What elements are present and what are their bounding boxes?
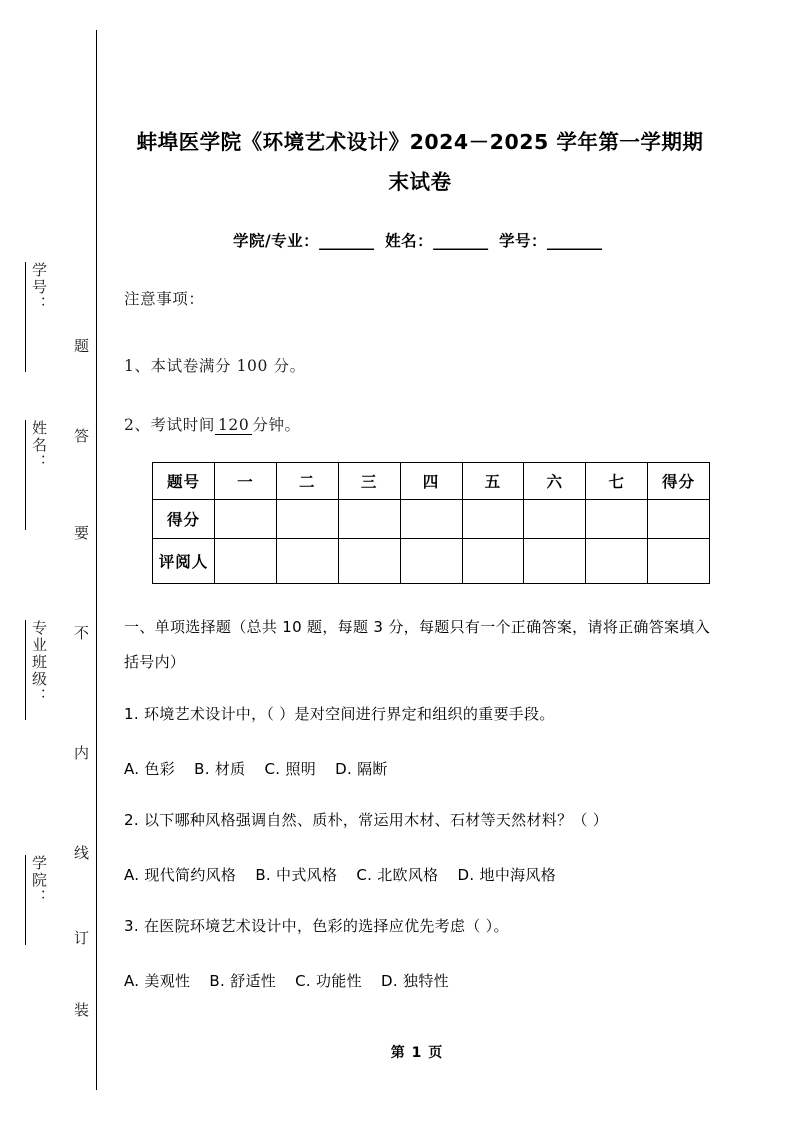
margin-label-text: 学院： [30, 855, 48, 906]
student-info-fields [124, 229, 710, 253]
score-cell[interactable] [215, 500, 277, 539]
duration-suffix: 分钟。 [252, 416, 301, 434]
name-field [385, 231, 487, 250]
option-c[interactable]: C. 功能性 [295, 972, 362, 990]
duration-prefix: 2、考试时间 [124, 416, 215, 434]
score-cell[interactable] [400, 500, 462, 539]
question-item [124, 702, 710, 781]
margin-label-text: 专业班级： [30, 620, 48, 705]
score-table-header-cell: 题号 [153, 463, 215, 500]
score-table [152, 462, 710, 584]
option-d[interactable]: D. 独特性 [381, 972, 449, 990]
option-d[interactable]: D. 地中海风格 [457, 866, 557, 884]
option-a[interactable]: A. 现代简约风格 [124, 866, 237, 884]
seal-line-char: 答 [72, 428, 90, 443]
question-item [124, 808, 710, 887]
question-options [124, 969, 710, 993]
section-heading-multiple-choice: 一、单项选择题（总共 10 题，每题 3 分，每题只有一个正确答案，请将正确答案填入括号内） [124, 618, 710, 671]
score-table-header-cell: 三 [338, 463, 400, 500]
question-stem: 3. 在医院环境艺术设计中，色彩的选择应优先考虑（ ）。 [124, 917, 509, 935]
question-stem: 2. 以下哪种风格强调自然、质朴，常运用木材、石材等天然材料？（ ） [124, 811, 609, 829]
binding-margin [0, 0, 110, 1122]
seal-line-char: 要 [72, 525, 90, 540]
option-b[interactable]: B. 中式风格 [255, 866, 338, 884]
notice-item-duration [124, 412, 710, 438]
college-major-field [233, 231, 373, 250]
duration-value: 120 [215, 416, 252, 435]
table-row-header [153, 463, 710, 500]
margin-label-text: 姓名： [30, 420, 48, 471]
seal-line-char: 内 [72, 745, 90, 760]
notice-heading: 注意事项： [124, 290, 205, 308]
marker-cell[interactable] [215, 539, 277, 584]
option-c[interactable]: C. 北欧风格 [356, 866, 439, 884]
option-d[interactable]: D. 隔断 [335, 760, 388, 778]
margin-label-student-id [26, 262, 52, 372]
score-table-header-cell: 一 [215, 463, 277, 500]
margin-label-class [26, 620, 52, 720]
marker-cell[interactable] [400, 539, 462, 584]
margin-label-name [26, 420, 52, 530]
margin-label-college [26, 855, 52, 945]
college-major-label: 学院/专业： [232, 231, 320, 250]
question-options [124, 757, 710, 781]
seal-line-char: 题 [72, 338, 90, 353]
seal-line-char: 订 [72, 930, 90, 945]
score-table-header-cell: 二 [276, 463, 338, 500]
option-b[interactable]: B. 舒适性 [209, 972, 277, 990]
seal-line-char: 线 [72, 845, 90, 860]
seal-line-char: 不 [72, 625, 90, 640]
question-item [124, 914, 710, 993]
exam-page-body [124, 0, 710, 1122]
name-blank[interactable]: ________ [433, 231, 488, 250]
marker-cell[interactable] [586, 539, 648, 584]
score-cell[interactable] [462, 500, 524, 539]
college-major-blank[interactable]: ________ [319, 231, 374, 250]
score-row-label: 得分 [153, 500, 215, 539]
score-table-header-cell: 六 [524, 463, 586, 500]
score-table-header-cell: 七 [586, 463, 648, 500]
table-row [153, 500, 710, 539]
page-number-footer: 第 1 页 [390, 1045, 444, 1061]
notice-item-total-score: 1、本试卷满分 100 分。 [124, 357, 306, 375]
seal-line-char: 装 [72, 1002, 90, 1017]
question-options [124, 863, 710, 887]
marker-cell[interactable] [648, 539, 710, 584]
marker-row-label: 评阅人 [153, 539, 215, 584]
margin-label-text: 学号： [30, 262, 48, 313]
score-cell[interactable] [276, 500, 338, 539]
student-id-label: 学号： [498, 231, 547, 250]
score-cell[interactable] [524, 500, 586, 539]
marker-cell[interactable] [276, 539, 338, 584]
binding-vertical-rule [96, 30, 97, 1090]
marker-cell[interactable] [338, 539, 400, 584]
student-id-field [499, 231, 601, 250]
score-table-header-cell: 四 [400, 463, 462, 500]
score-cell[interactable] [338, 500, 400, 539]
page-title: 蚌埠医学院《环境艺术设计》2024－2025 学年第一学期期末试卷 [136, 130, 704, 194]
table-row [153, 539, 710, 584]
score-table-header-cell: 五 [462, 463, 524, 500]
option-b[interactable]: B. 材质 [194, 760, 246, 778]
option-a[interactable]: A. 美观性 [124, 972, 191, 990]
score-table-header-cell: 得分 [648, 463, 710, 500]
score-cell[interactable] [586, 500, 648, 539]
option-a[interactable]: A. 色彩 [124, 760, 176, 778]
option-c[interactable]: C. 照明 [264, 760, 317, 778]
marker-cell[interactable] [524, 539, 586, 584]
score-cell[interactable] [648, 500, 710, 539]
name-label: 姓名： [385, 231, 434, 250]
marker-cell[interactable] [462, 539, 524, 584]
question-stem: 1. 环境艺术设计中，（ ）是对空间进行界定和组织的重要手段。 [124, 705, 555, 723]
student-id-blank[interactable]: ________ [547, 231, 601, 250]
